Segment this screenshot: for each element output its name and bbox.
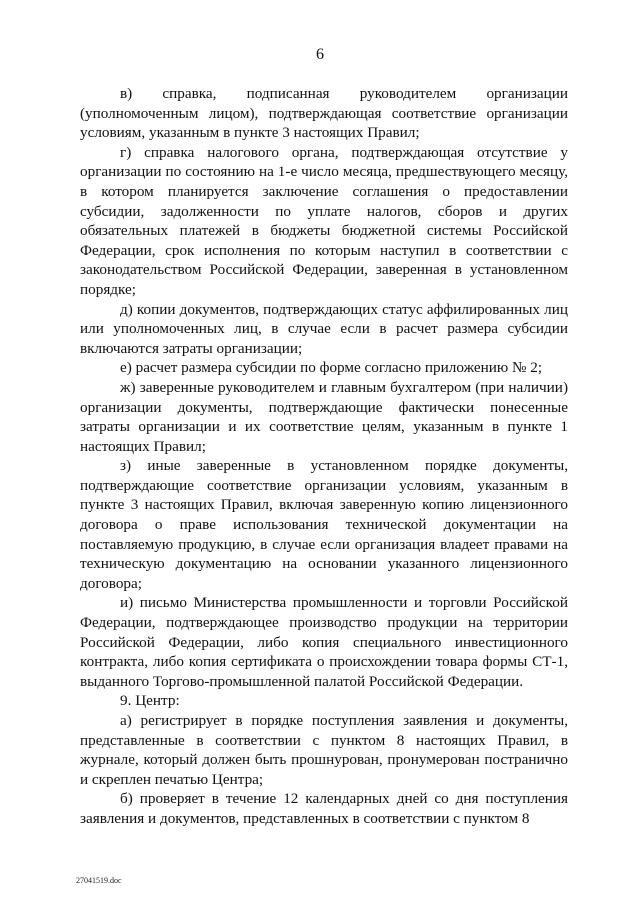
paragraph-v: в) справка, подписанная руководителем организации (уполномоченным лицом), подтверждающая соответствие организации условиям, указанным в пункте 3 настоящих Правил;	[80, 85, 568, 142]
paragraph-g: г) справка налогового органа, подтверждающая отсутствие у организации по состоянию на 1-е число месяца, предшествующего месяцу, в котором планируется заключение соглашения о предоставлении субсидии, задолженности по уплате налогов, сборов и других обязательных платежей в бюджеты бюджетной системы Российской Федерации, срок исполнения по которым наступил в соответствии с законодательством Российской Федерации, заверенная в установленном порядке;	[80, 143, 568, 298]
paragraph-e: е) расчет размера субсидии по форме согласно приложению № 2;	[120, 359, 543, 377]
section-heading-9: 9. Центр:	[120, 692, 180, 710]
page-number: 6	[316, 46, 324, 63]
file-name-footer: 27041519.doc	[76, 876, 122, 885]
document-body	[80, 84, 568, 829]
paragraph-a: а) регистрирует в порядке поступления заявления и документы, представленные в соответствии с пунктом 8 настоящих Правил, в журнале, который должен быть прошнурован, пронумерован постранично и скреплен печатью Центра;	[80, 712, 568, 788]
paragraph-d: д) копии документов, подтверждающих статус аффилированных лиц или уполномоченных лиц, в случае если в расчет размера субсидии включаются затраты организации;	[80, 300, 568, 357]
paragraph-b: б) проверяет в течение 12 календарных дней со дня поступления заявления и документов, представленных в соответствии с пунктом 8	[80, 790, 568, 827]
paragraph-i: и) письмо Министерства промышленности и торговли Российской Федерации, подтверждающее производство продукции на территории Российской Федерации, либо копия специального инвестиционного контракта, либо копия сертификата о происхождении товара формы СТ-1, выданного Торгово-промышленной палатой Российской Федерации.	[80, 594, 568, 690]
paragraph-zh: ж) заверенные руководителем и главным бухгалтером (при наличии) организации документы, подтверждающие фактически понесенные затраты организации и их соответствие целям, указанным в пункте 1 настоящих Правил;	[80, 378, 568, 455]
paragraph-z: з) иные заверенные в установленном порядке документы, подтверждающие соответствие организации условиям, указанным в пункте 3 настоящих Правил, включая заверенную копию лицензионного договора о праве использования технической документации на поставляемую продукцию, в случае если организация владеет правами на техническую документацию на основании указанного лицензионного договора;	[80, 457, 568, 592]
